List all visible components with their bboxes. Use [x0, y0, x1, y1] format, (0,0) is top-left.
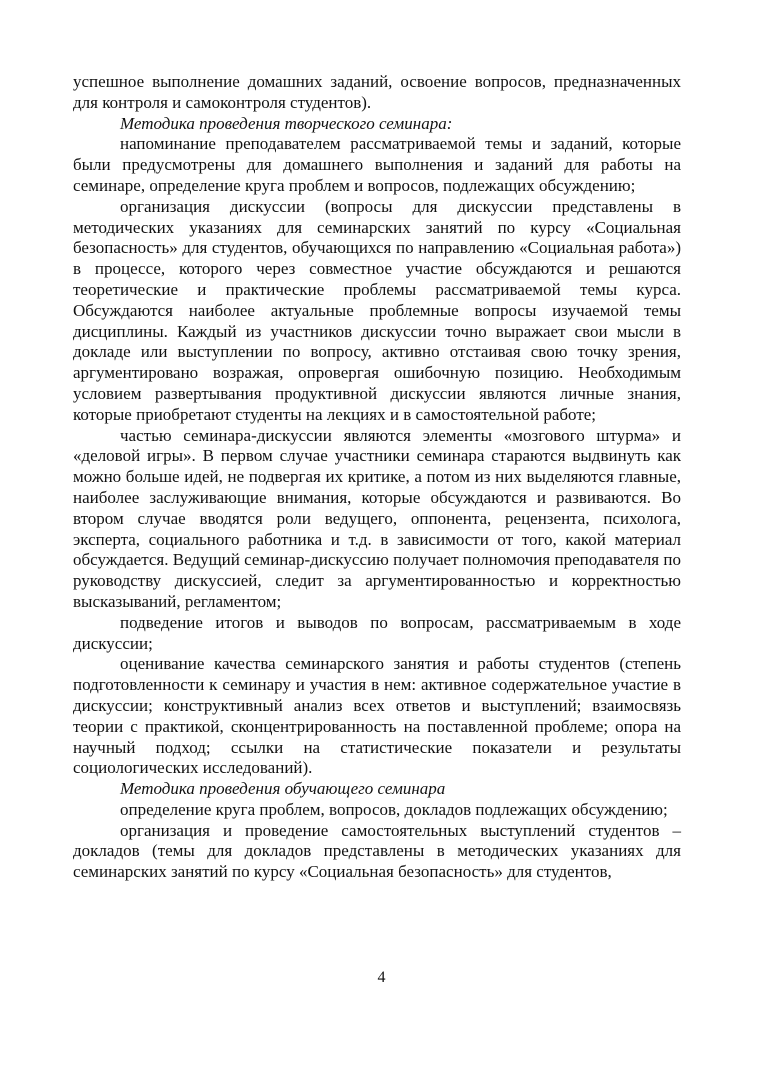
body-text: [73, 72, 681, 883]
paragraph-8: организация и проведение самостоятельных выступлений студентов – докладов (темы для докладов представлены в методических указаниях для семинарских занятий по курсу «Социальная безопасность» для студентов,: [73, 820, 681, 882]
section-heading-training-seminar: Методика проведения обучающего семинара: [120, 779, 446, 799]
paragraph-5: подведение итогов и выводов по вопросам, рассматриваемым в ходе дискуссии;: [73, 612, 681, 653]
paragraph-2: напоминание преподавателем рассматриваемой темы и заданий, которые были предусмотрены для домашнего выполнения и заданий для работы на семинаре, определение круга проблем и вопросов, подлежащих обсуждению;: [73, 134, 681, 195]
page-number: 4: [377, 969, 386, 986]
paragraph-3: организация дискуссии (вопросы для дискуссии представлены в методических указаниях для семинарских занятий по курсу «Социальная безопасность» для студентов, обучающихся по направлению «Социальная работа») в процессе, которого через совместное участие обсуждаются и решаются теоретические и практические проблемы рассматриваемой темы курса. Обсуждаются наиболее актуальные проблемные вопросы изучаемой темы дисциплины. Каждый из участников дискуссии точно выражает свои мысли в докладе или выступлении по вопросу, активно отстаивая свою точку зрения, аргументировано возражая, опровергая ошибочную позицию. Необходимым условием развертывания продуктивной дискуссии являются личные знания, которые приобретают студенты на лекциях и в самостоятельной работе;: [73, 196, 681, 424]
paragraph-7: определение круга проблем, вопросов, докладов подлежащих обсуждению;: [120, 799, 668, 819]
paragraph-6: оценивание качества семинарского занятия и работы студентов (степень подготовленности к семинару и участия в нем: активное содержательное участие в дискуссии; конструктивный анализ всех ответов и выступлений; взаимосвязь теории с практикой, сконцентрированность на поставленной проблеме; опора на научный подход; ссылки на статистические показатели и результаты социологических исследований).: [73, 654, 681, 778]
paragraph-4: частью семинара-дискуссии являются элементы «мозгового штурма» и «деловой игры». В первом случае участники семинара стараются выдвинуть как можно больше идей, не подвергая их критике, а потом из них выделяются главные, наиболее заслуживающие внимания, которые обсуждаются и развиваются. Во втором случае вводятся роли ведущего, оппонента, рецензента, психолога, эксперта, социального работника и т.д. в зависимости от того, какой материал обсуждается. Ведущий семинар-дискуссию получает полномочия преподавателя по руководству дискуссией, следит за аргументированностью и корректностью высказываний, регламентом;: [73, 425, 681, 611]
section-heading-creative-seminar: Методика проведения творческого семинара:: [120, 113, 453, 133]
paragraph-1: успешное выполнение домашних заданий, освоение вопросов, предназначенных для контроля и самоконтроля студентов).: [73, 72, 681, 112]
